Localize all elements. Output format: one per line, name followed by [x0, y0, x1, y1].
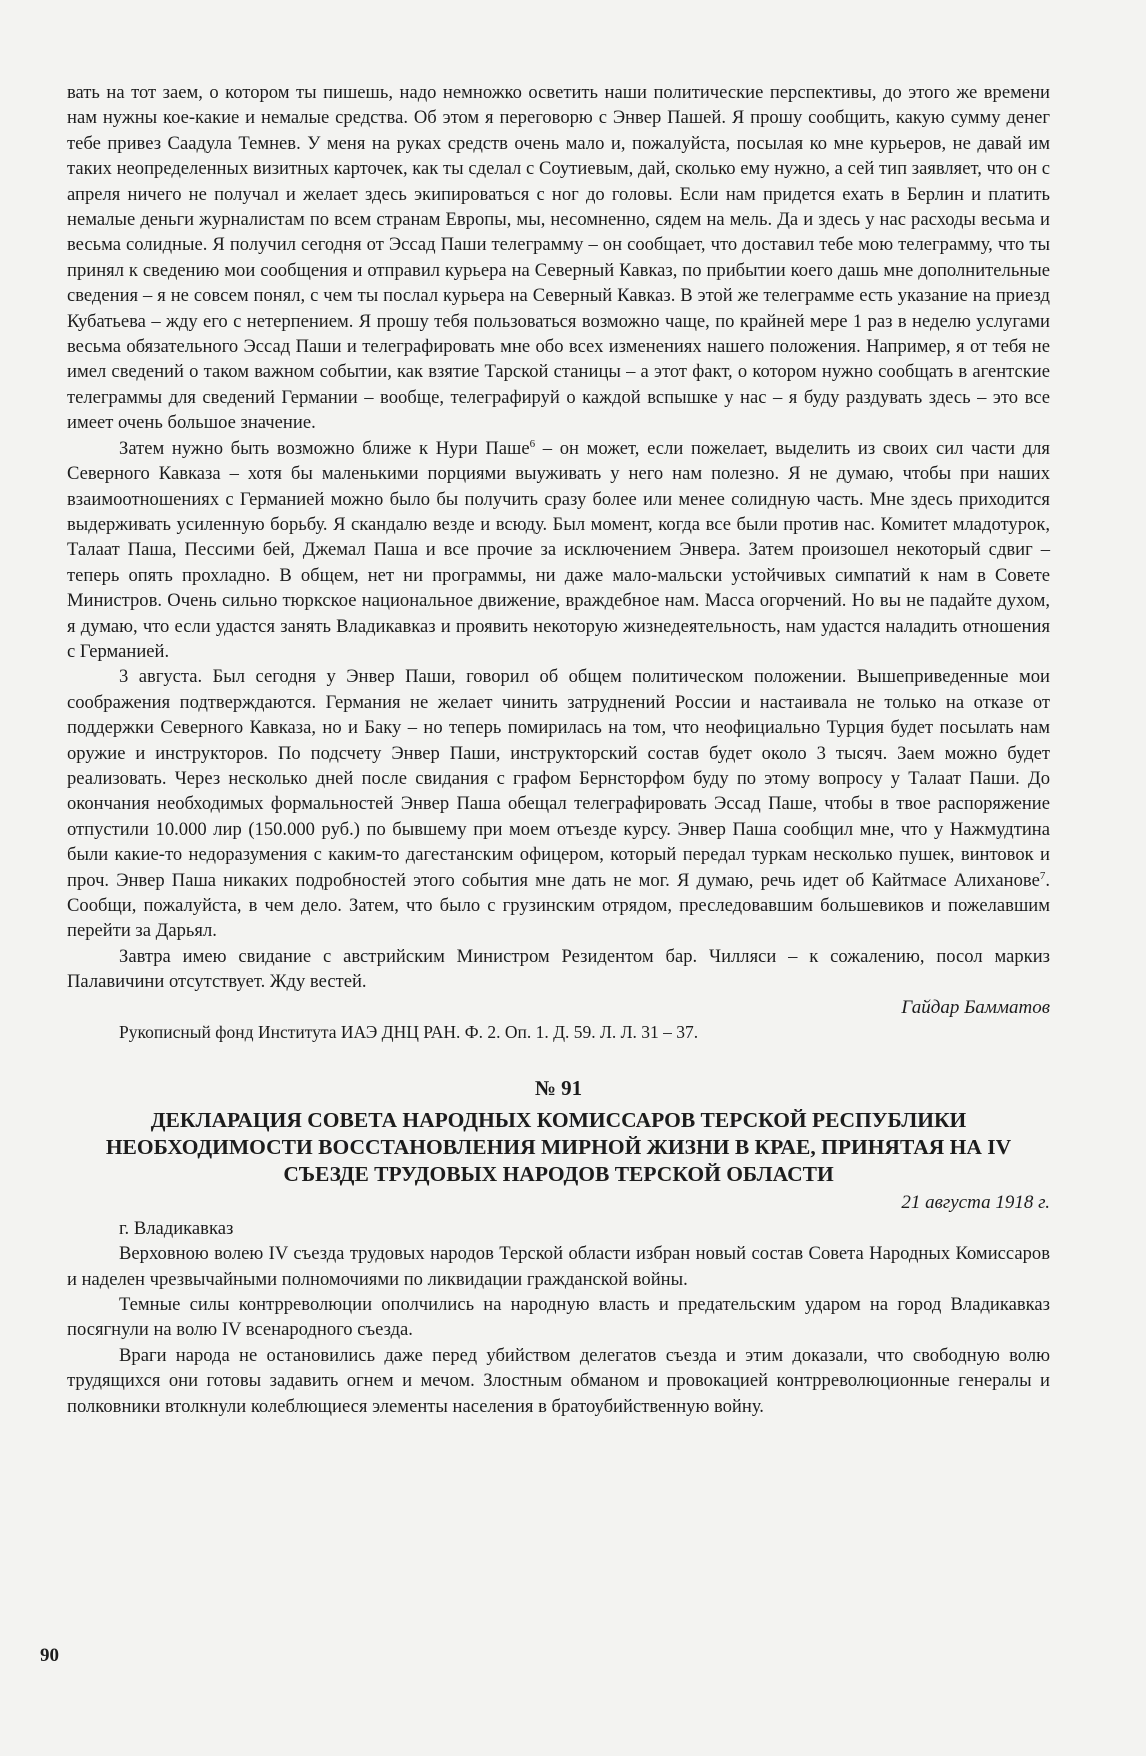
- letter-paragraph-3-text-a: 3 августа. Был сегодня у Энвер Паши, говорил об общем политическом положении. Вышеприведенные мои соображения подтверждаются. Германия не желает чинить затруднений России и настаивала не только на отказе от поддержки Северного Кавказа, но и Баку – но теперь помирилась на том, что неофициально Турция будет посылать нам оружие и инструкторов. По подсчету Энвер Паши, инструкторский состав будет около 3 тысяч. Заем можно будет реализовать. Через несколько дней после свидания с графом Бернсторфом буду по этому вопросу у Талаат Паши. До окончания необходимых формальностей Энвер Паша обещал телеграфировать Эссад Паше, чтобы в твое распоряжение отпустили 10.000 лир (150.000 руб.) по бывшему при моем отъезде курсу. Энвер Паша сообщил мне, что у Нажмудтина были какие-то недоразумения с каким-то дагестанским офицером, который передал туркам несколько пушек, винтовок и проч. Энвер Паша никаких подробностей этого события мне дать не мог. Я думаю, речь идет об Кайтмасе Алиханове: [67, 666, 1050, 891]
- document-paragraph-3: Враги народа не остановились даже перед убийством делегатов съезда и этим доказали, что свободную волю трудящихся они готовы задавить огнем и мечом. Злостным обманом и провокацией контрреволюционные генералы и полковники втолкнули колеблющиеся элементы населения в братоубийственную войну.: [67, 1344, 1050, 1417]
- document-title: ДЕКЛАРАЦИЯ СОВЕТА НАРОДНЫХ КОМИССАРОВ ТЕРСКОЙ РЕСПУБЛИКИ НЕОБХОДИМОСТИ ВОССТАНОВЛЕНИЯ МИРНОЙ ЖИЗНИ В КРАЕ, ПРИНЯТАЯ НА IV СЪЕЗДЕ ТРУДОВЫХ НАРОДОВ ТЕРСКОЙ ОБЛАСТИ: [105, 1108, 1012, 1187]
- footnote-ref-6[interactable]: 6: [529, 437, 536, 450]
- document-place: г. Владикавказ: [119, 1217, 234, 1239]
- letter-paragraph-2: [67, 436, 1050, 665]
- letter-paragraph-4: Завтра имею свидание с австрийским Министром Резидентом бар. Чилляси – к сожалению, посол маркиз Палавичини отсутствует. Жду вестей.: [67, 945, 1050, 993]
- document-number: № 91: [534, 1076, 583, 1101]
- page-content: [67, 80, 1050, 1419]
- document-paragraph-1: Верховною волею IV съезда трудовых народов Терской области избран новый состав Совета Народных Комиссаров и наделен чрезвычайными полномочиями по ликвидации гражданской войны.: [67, 1243, 1050, 1290]
- letter-signature: Гайдар Бамматов: [901, 996, 1050, 1018]
- page-number: 90: [40, 1645, 59, 1666]
- archive-reference: Рукописный фонд Института ИАЭ ДНЦ РАН. Ф. 2. Оп. 1. Д. 59. Л. Л. 31 – 37.: [119, 1022, 699, 1043]
- letter-paragraph-2-text-b: – он может, если пожелает, выделить из своих сил части для Северного Кавказа – хотя бы маленькими порциями выуживать у него нам полезно. Я не думаю, чтобы при наших взаимоотношениях с Германией можно было бы получить сразу более или менее солидную часть. Мне здесь приходится выдерживать усиленную борьбу. Я скандалю везде и всюду. Был момент, когда все были против нас. Комитет младотурок, Талаат Паша, Пессими бей, Джемал Паша и все прочие за исключением Энвера. Затем произошел некоторый сдвиг – теперь опять прохладно. В общем, нет ни программы, ни даже мало-мальски устойчивых симпатий к нам в Совете Министров. Очень сильно тюркское национальное движение, враждебное нам. Масса огорчений. Но вы не падайте духом, я думаю, что если удастся занять Владикавказ и проявить некоторую жизнедеятельность, нам удастся наладить отношения с Германией.: [67, 437, 1050, 662]
- letter-paragraph-2-text-a: Затем нужно быть возможно ближе к Нури Паше: [119, 437, 530, 459]
- document-paragraph-2: Темные силы контрреволюции ополчились на народную власть и предательским ударом на город Владикавказ посягнули на волю IV всенародного съезда.: [67, 1294, 1050, 1341]
- letter-paragraph-3: [67, 664, 1050, 943]
- letter-paragraph-3-text-b: . Сообщи, пожалуйста, в чем дело. Затем, что было с грузинским отрядом, преследовавшим большевиков и пожелавшим перейти за Дарьял.: [67, 869, 1050, 942]
- letter-paragraph-1: вать на тот заем, о котором ты пишешь, надо немножко осветить наши политические перспективы, до этого же времени нам нужны кое-какие и немалые средства. Об этом я переговорю с Энвер Пашей. Я прошу сообщить, какую сумму денег тебе привез Саадула Темнев. У меня на руках средств очень мало и, пожалуйста, посылая ко мне курьеров, не давай им таких неопределенных визитных карточек, как ты сделал с Соутиевым, дай, сколько ему нужно, а сей тип заявляет, что он с апреля ничего не получал и желает здесь экипироваться с ног до головы. Если нам придется ехать в Берлин и платить немалые деньги журналистам по всем странам Европы, мы, несомненно, сядем на мель. Да и здесь у нас расходы весьма и весьма солидные. Я получил сегодня от Эссад Паши телеграмму – он сообщает, что доставил тебе мою телеграмму, что ты принял к сведению мои сообщения и отправил курьера на Северный Кавказ, по прибытии коего дашь мне дополнительные сведения – я не совсем понял, с чем ты послал курьера на Северный Кавказ. В этой же телеграмме есть указание на приезд Кубатьева – жду его с нетерпением. Я прошу тебя пользоваться возможно чаще, по крайней мере 1 раз в неделю услугами весьма обязательного Эссад Паши и телеграфировать мне обо всех изменениях нашего положения. Например, я от тебя не имел сведений о таком важном событии, как взятие Тарской станицы – а этот факт, о котором нужно сообщать в агентские телеграммы для сведений Германии – вообще, телеграфируй о каждой вспышке у нас – я буду раздувать здесь – это все имеет очень большое значение.: [67, 82, 1050, 434]
- document-date: 21 августа 1918 г.: [901, 1192, 1050, 1214]
- footnote-ref-7[interactable]: 7: [1039, 869, 1046, 882]
